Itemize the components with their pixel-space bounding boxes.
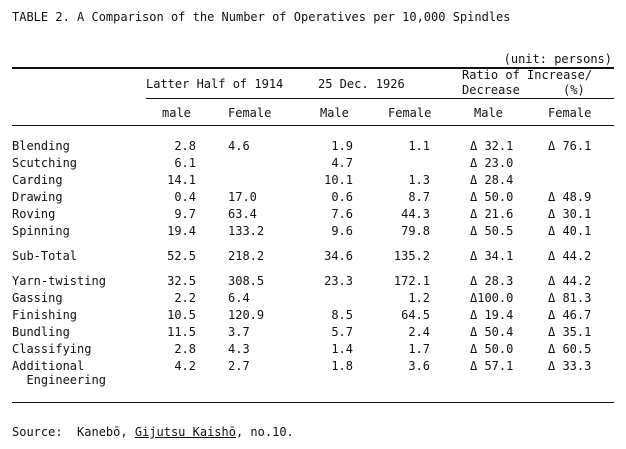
table-cell: Δ 40.1 xyxy=(548,224,592,238)
table-cell: 10.1 xyxy=(324,173,353,187)
table-cell: 9.6 xyxy=(331,224,353,238)
table-cell: 1.8 xyxy=(331,359,353,373)
column-subheader: Female xyxy=(228,106,272,120)
table-cell: 1.1 xyxy=(408,139,430,153)
table-cell: 4.7 xyxy=(331,156,353,170)
table-cell: Δ 28.4 xyxy=(470,173,514,187)
table-cell: 8.5 xyxy=(331,308,353,322)
table-cell: 1.7 xyxy=(408,342,430,356)
bottom-rule xyxy=(12,402,614,403)
table-cell: 64.5 xyxy=(401,308,430,322)
table-cell: 32.5 xyxy=(167,274,196,288)
period1-header: Latter Half of 1914 xyxy=(146,77,284,91)
row-label: Gassing xyxy=(12,291,63,305)
subheader-rule xyxy=(12,125,614,126)
table-cell: 172.1 xyxy=(393,274,430,288)
table-cell: 1.2 xyxy=(408,291,430,305)
row-label: Blending xyxy=(12,139,70,153)
table-cell: 4.2 xyxy=(174,359,196,373)
table-cell: 4.3 xyxy=(228,342,250,356)
source-prefix: Source: Kanebō, xyxy=(12,425,135,439)
table-cell: 133.2 xyxy=(228,224,265,238)
table-cell: 8.7 xyxy=(408,190,430,204)
source-suffix: , no.10. xyxy=(235,425,294,439)
source-work-title: Gijutsu Kaishō xyxy=(134,425,236,439)
table-cell: 3.7 xyxy=(228,325,250,339)
row-label: Carding xyxy=(12,173,63,187)
table-cell: Δ 32.1 xyxy=(470,139,514,153)
ratio-header-line2a: Decrease xyxy=(462,83,520,97)
column-subheader: Male xyxy=(474,106,503,120)
unit-note: (unit: persons) xyxy=(503,52,612,66)
table-cell: Δ 44.2 xyxy=(548,274,592,288)
table-cell: Δ 57.1 xyxy=(470,359,514,373)
table-cell: 2.7 xyxy=(228,359,250,373)
table-cell: 2.4 xyxy=(408,325,430,339)
ratio-header-line1: Ratio of Increase/ xyxy=(462,68,593,82)
row-label: Bundling xyxy=(12,325,70,339)
table-cell: 34.6 xyxy=(324,249,353,263)
row-label: Scutching xyxy=(12,156,78,170)
column-subheader: Female xyxy=(548,106,592,120)
table-cell: Δ 50.0 xyxy=(470,190,514,204)
table-cell: Δ 30.1 xyxy=(548,207,592,221)
column-subheader: male xyxy=(162,106,191,120)
row-label: Spinning xyxy=(12,224,70,238)
table-cell: 17.0 xyxy=(228,190,257,204)
row-label: Roving xyxy=(12,207,56,221)
table-cell: 2.2 xyxy=(174,291,196,305)
table-cell: Δ 76.1 xyxy=(548,139,592,153)
table-cell: 23.3 xyxy=(324,274,353,288)
table-cell: 308.5 xyxy=(228,274,265,288)
table-cell: Δ 34.1 xyxy=(470,249,514,263)
table-cell: 5.7 xyxy=(331,325,353,339)
table-cell: Δ100.0 xyxy=(470,291,514,305)
table-cell: Δ 19.4 xyxy=(470,308,514,322)
table-cell: 14.1 xyxy=(167,173,196,187)
table-cell: 52.5 xyxy=(167,249,196,263)
table-cell: 0.6 xyxy=(331,190,353,204)
table-cell: 6.1 xyxy=(174,156,196,170)
row-label: Drawing xyxy=(12,190,63,204)
source-note xyxy=(12,425,294,439)
table-cell: Δ 60.5 xyxy=(548,342,592,356)
row-label: Additional Engineering xyxy=(12,359,106,387)
table-cell: 7.6 xyxy=(331,207,353,221)
table-cell: 6.4 xyxy=(228,291,250,305)
table-title: TABLE 2. A Comparison of the Number of Operatives per 10,000 Spindles xyxy=(12,10,511,24)
table-cell: 1.4 xyxy=(331,342,353,356)
table-cell: Δ 46.7 xyxy=(548,308,592,322)
table-cell: 10.5 xyxy=(167,308,196,322)
header-rule xyxy=(146,98,614,99)
table-cell: Δ 50.5 xyxy=(470,224,514,238)
period2-header: 25 Dec. 1926 xyxy=(318,77,405,91)
table-cell: Δ 23.0 xyxy=(470,156,514,170)
table-cell: Δ 28.3 xyxy=(470,274,514,288)
row-label: Sub-Total xyxy=(12,249,78,263)
column-subheader: Male xyxy=(320,106,349,120)
table-cell: 44.3 xyxy=(401,207,430,221)
table-cell: Δ 21.6 xyxy=(470,207,514,221)
table-cell: Δ 81.3 xyxy=(548,291,592,305)
table-cell: 4.6 xyxy=(228,139,250,153)
table-cell: 2.8 xyxy=(174,342,196,356)
table-cell: Δ 50.0 xyxy=(470,342,514,356)
table-cell: 120.9 xyxy=(228,308,265,322)
column-subheader: Female xyxy=(388,106,432,120)
table-cell: Δ 33.3 xyxy=(548,359,592,373)
table-cell: Δ 35.1 xyxy=(548,325,592,339)
table-cell: 2.8 xyxy=(174,139,196,153)
table-cell: 11.5 xyxy=(167,325,196,339)
table-cell: 19.4 xyxy=(167,224,196,238)
table-cell: 1.9 xyxy=(331,139,353,153)
table-cell: Δ 44.2 xyxy=(548,249,592,263)
table-cell: 218.2 xyxy=(228,249,265,263)
table-cell: 79.8 xyxy=(401,224,430,238)
row-label: Finishing xyxy=(12,308,78,322)
table-cell: 9.7 xyxy=(174,207,196,221)
ratio-header-line2b: (%) xyxy=(563,83,585,97)
table-cell: 1.3 xyxy=(408,173,430,187)
table-cell: Δ 48.9 xyxy=(548,190,592,204)
table-cell: 135.2 xyxy=(393,249,430,263)
row-label: Yarn-twisting xyxy=(12,274,106,288)
table-cell: 63.4 xyxy=(228,207,257,221)
table-cell: Δ 50.4 xyxy=(470,325,514,339)
table-cell: 3.6 xyxy=(408,359,430,373)
row-label: Classifying xyxy=(12,342,92,356)
table-cell: 0.4 xyxy=(174,190,196,204)
